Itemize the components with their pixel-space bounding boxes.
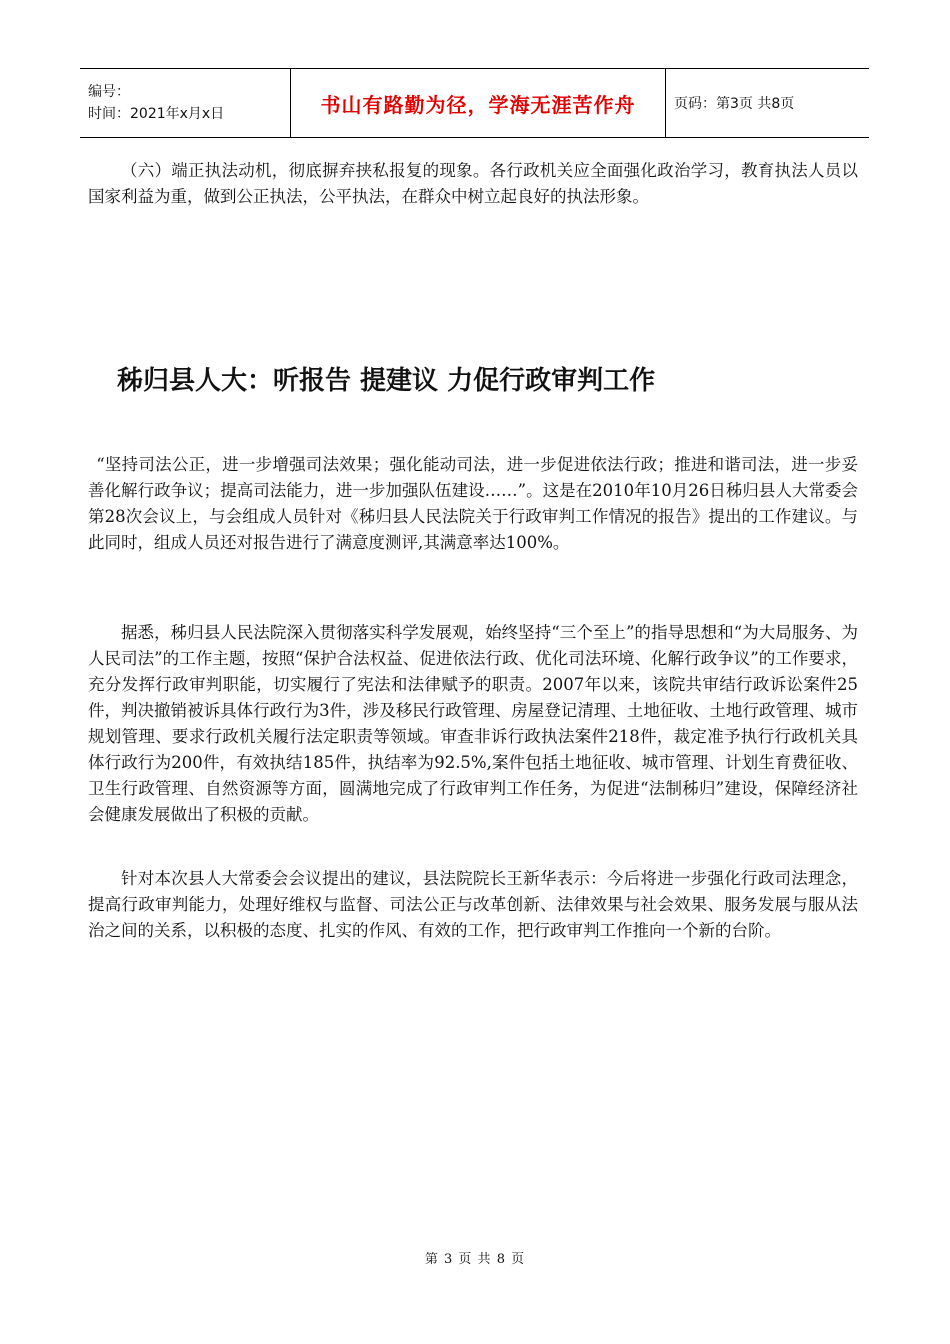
number-label: 编号： — [88, 84, 130, 100]
motto: 书山有路勤为径，学海无涯苦作舟 — [320, 92, 636, 117]
header-page-cell — [666, 69, 869, 137]
page-header — [80, 68, 869, 138]
intro-paragraph: （六）端正执法动机，彻底摒弃挟私报复的现象。各行政机关应全面强化政治学习，教育执法人员以国家利益为重，做到公正执法，公平执法，在群众中树立起良好的执法形象。 — [88, 161, 858, 206]
article-paragraph-1: “坚持司法公正，进一步增强司法效果；强化能动司法，进一步促进依法行政；推进和谐司法，进一步妥善化解行政争议；提高司法能力，进一步加强队伍建设……”。这是在2010年10月26日秭归县人大常委会第28次会议上，与会组成人员针对《秭归县人民法院关于行政审判工作情况的报告》提出的工作建议。与此同时，组成人员还对报告进行了满意度测评,其满意率达100%。 — [88, 455, 858, 552]
article-title: 秭归县人大：听报告 提建议 力促行政审判工作 — [117, 366, 656, 396]
article-paragraph-3: 针对本次县人大常委会会议提出的建议，县法院院长王新华表示：今后将进一步强化行政司法理念，提高行政审判能力，处理好维权与监督、司法公正与改革创新、法律效果与社会效果、服务发展与服从法治之间的关系，以积极的态度、扎实的作风、有效的工作，把行政审判工作推向一个新的台阶。 — [88, 869, 858, 940]
page-footer: 第 3 页 共 8 页 — [424, 1252, 526, 1267]
article-paragraph-2: 据悉，秭归县人民法院深入贯彻落实科学发展观，始终坚持“三个至上”的指导思想和“为大局服务、为人民司法”的工作主题，按照“保护合法权益、促进依法行政、优化司法环境、化解行政争议”的工作要求，充分发挥行政审判职能，切实履行了宪法和法律赋予的职责。2007年以来，该院共审结行政诉讼案件25件，判决撤销被诉具体行政行为3件，涉及移民行政管理、房屋登记清理、土地征收、土地行政管理、城市规划管理、要求行政机关履行法定职责等领域。审查非诉行政执法案件218件，裁定准予执行行政机关具体行政行为200件，有效执结185件，执结率为92.5%,案件包括土地征收、城市管理、计划生育费征收、卫生行政管理、自然资源等方面，圆满地完成了行政审判工作任务，为促进“法制秭归”建设，保障经济社会健康发展做出了积极的贡献。 — [88, 623, 858, 824]
page-label: 页码：第3页 共8页 — [674, 96, 795, 112]
header-left-cell — [80, 69, 291, 137]
header-motto-cell — [291, 69, 666, 137]
date-label: 时间：2021年x月x日 — [88, 106, 225, 122]
